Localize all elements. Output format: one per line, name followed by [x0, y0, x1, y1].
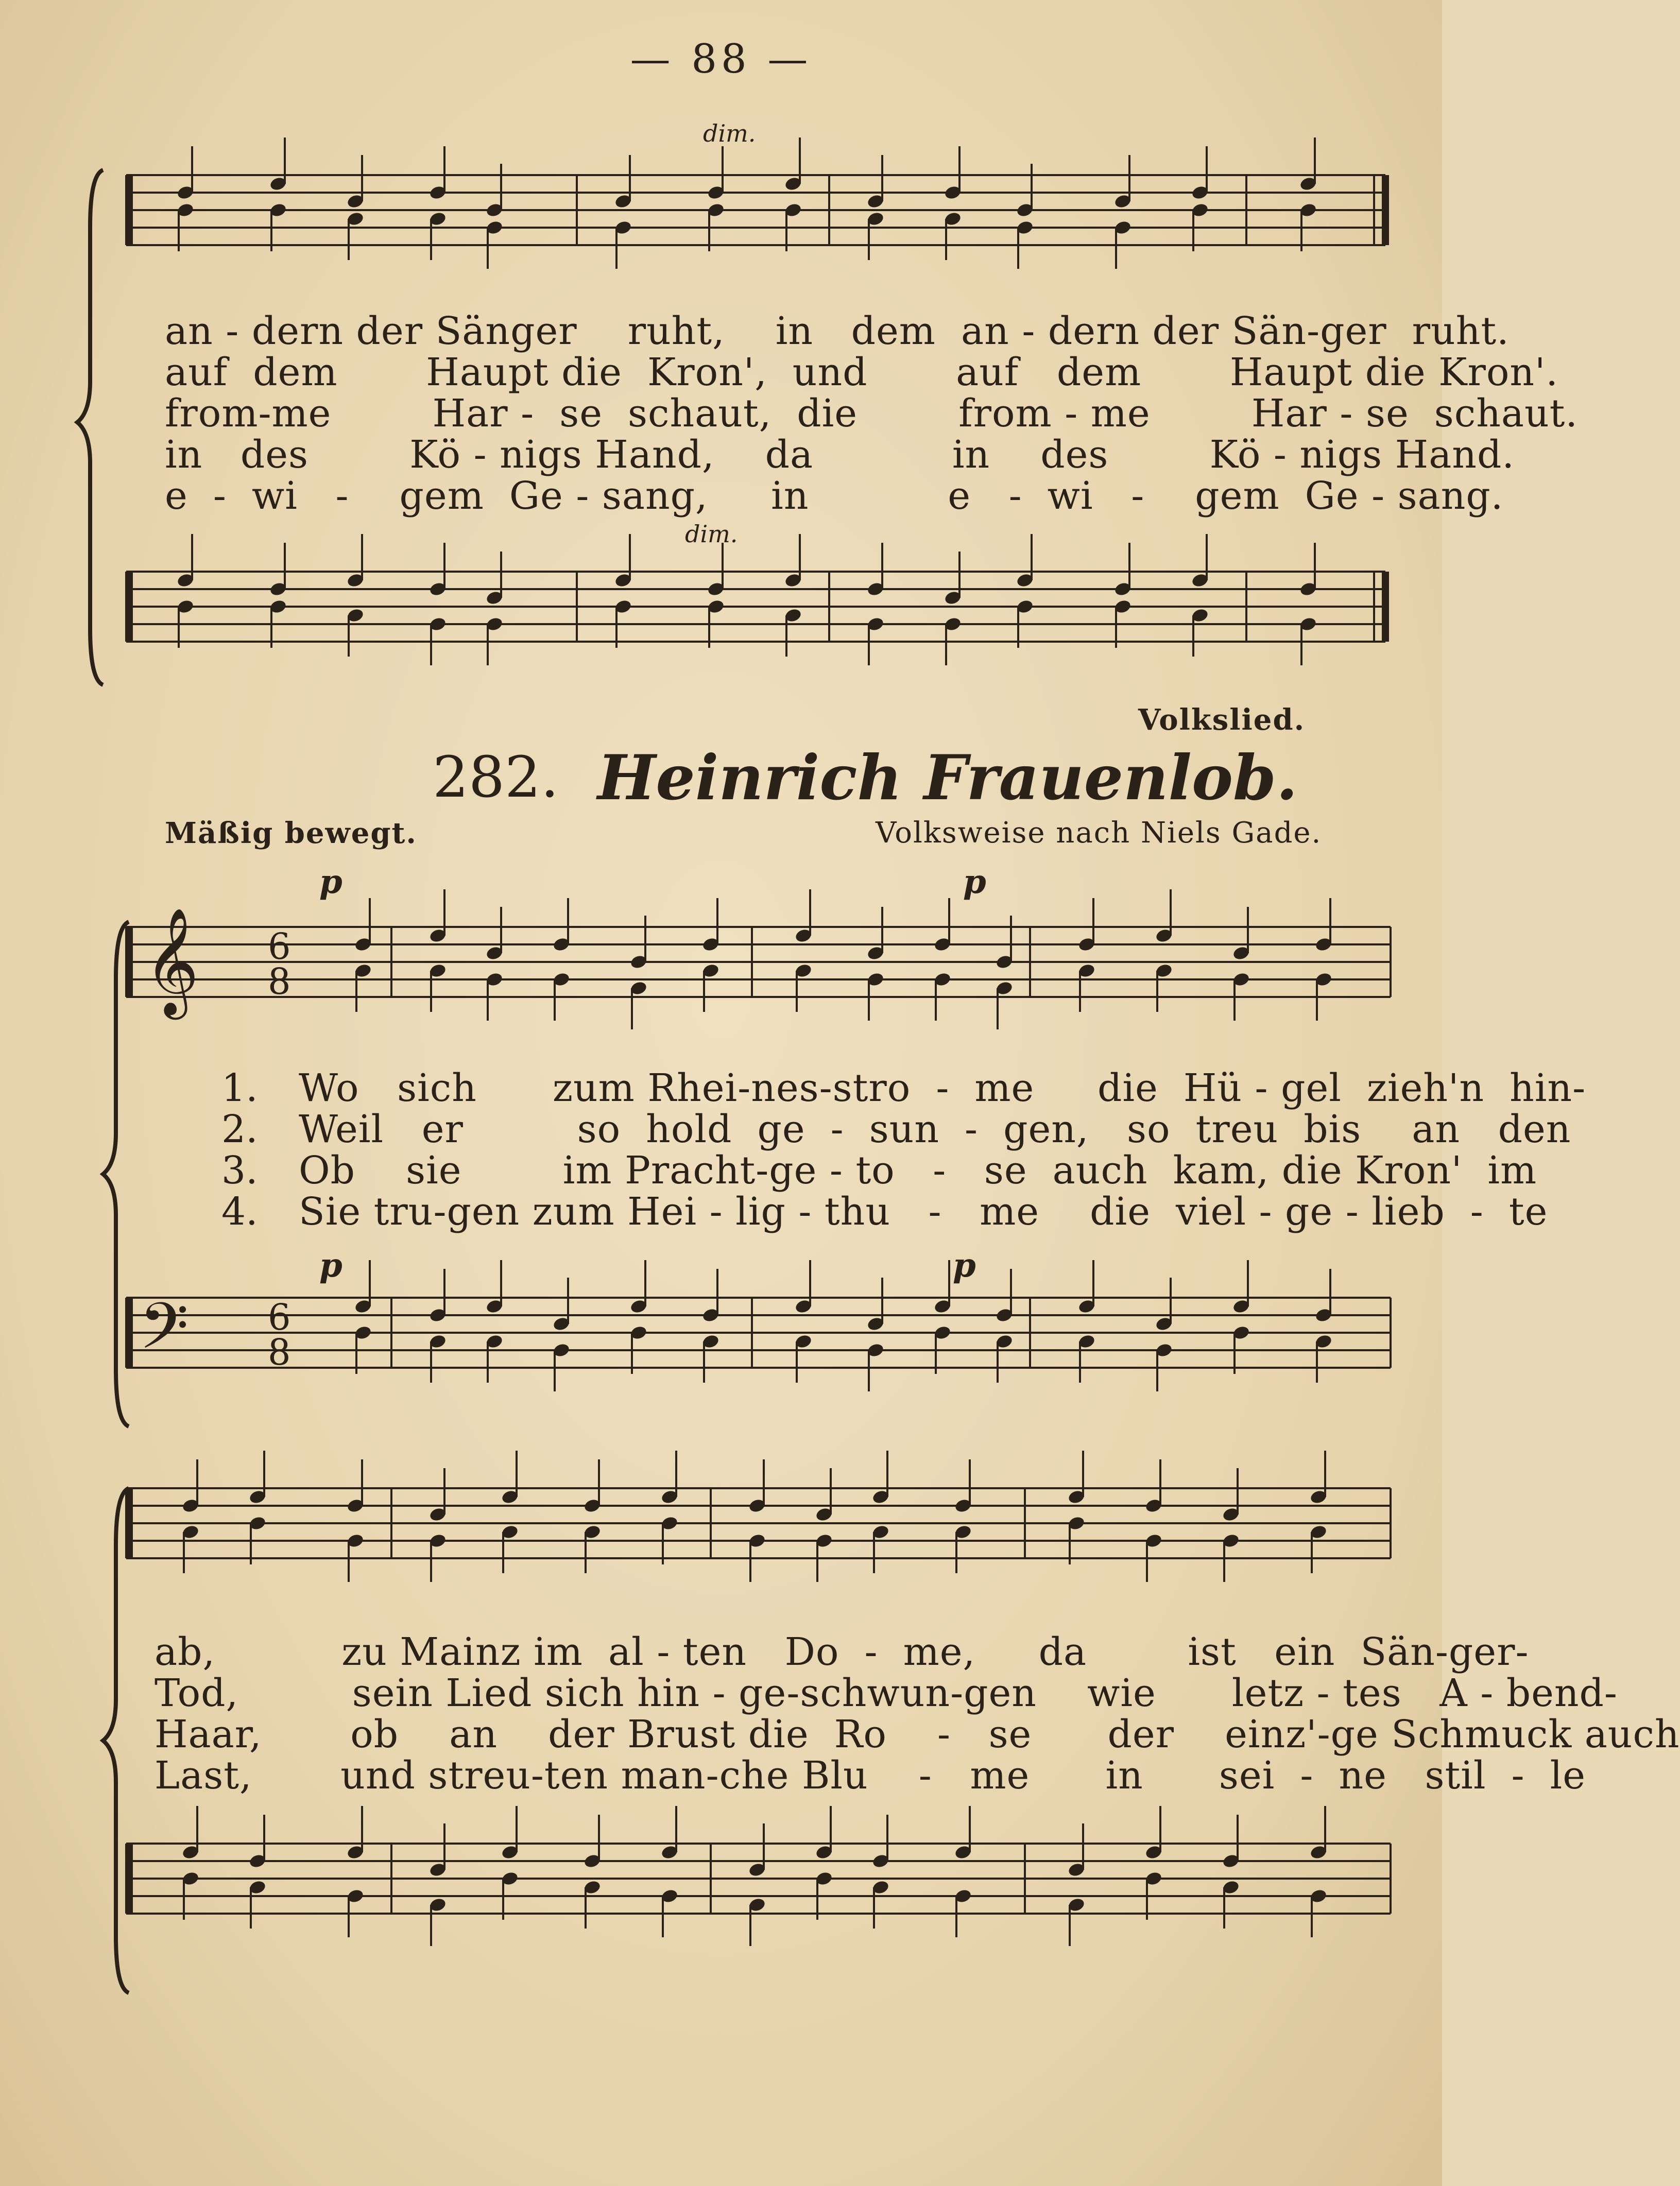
s1-lyric-line-4: Sie tru-gen zum Hei - lig - thu - me die viel - ge - lieb - te — [299, 1190, 1548, 1234]
dim-marking-upper: dim. — [703, 119, 756, 147]
s2-lyric-line-2: Tod, sein Lied sich hin - ge-schwun-gen wie letz - tes A - bend- — [155, 1671, 1618, 1715]
top-credit: Volkslied. — [1138, 703, 1306, 737]
verse-number-1: 1. — [221, 1066, 258, 1110]
top-lyric-line-1: an - dern der Sänger ruht, in dem an - dern der Sän-ger ruht. — [165, 309, 1510, 353]
top-lyric-line-4: in des Kö - nigs Hand, da in des Kö - nigs Hand. — [165, 433, 1515, 477]
page-number: — 88 — — [630, 36, 812, 82]
s2-lyric-line-3: Haar, ob an der Brust die Ro - se der einz'-ge Schmuck auch — [155, 1712, 1680, 1757]
verse-number-4: 4. — [221, 1190, 258, 1234]
system1-brace — [0, 917, 134, 1432]
s2-lyric-line-4: Last, und streu-ten man-che Blu - me in sei - ne stil - le — [155, 1753, 1586, 1798]
dynamic-piano-4: p — [953, 1246, 976, 1285]
s2-lyric-line-1: ab, zu Mainz im al - ten Do - me, da ist ein Sän-ger- — [155, 1630, 1529, 1674]
svg-text:6: 6 — [268, 1296, 291, 1338]
system2-lower-staff — [0, 1802, 1442, 2029]
song-number: 282. — [433, 744, 559, 810]
top-lower-staff — [0, 541, 1442, 695]
system2-upper-staff — [0, 1437, 1442, 1632]
s1-lyric-line-1: Wo sich zum Rhei-nes-stro - me die Hü - gel zieh'n hin- — [299, 1066, 1586, 1110]
melody-attribution: Volksweise nach Niels Gade. — [876, 816, 1322, 850]
dynamic-piano-2: p — [963, 863, 986, 901]
svg-text:8: 8 — [268, 960, 291, 1003]
dynamic-piano-3: p — [319, 1246, 342, 1285]
system1-upper-staff — [0, 886, 1442, 1092]
song-title: Heinrich Frauenlob. — [597, 742, 1298, 814]
s1-lyric-line-2: Weil er so hold ge - sun - gen, so treu bis an den — [299, 1107, 1571, 1151]
system1-lower-staff — [0, 1262, 1442, 1437]
dim-marking-lower: dim. — [685, 520, 738, 548]
top-lyric-line-3: from-me Har - se schaut, die from - me Har - se schaut. — [165, 391, 1578, 436]
system2-brace — [0, 1483, 134, 1998]
tempo-marking: Mäßig bewegt. — [165, 816, 417, 850]
top-lyric-line-5: e - wi - gem Ge - sang, in e - wi - gem Ge - sang. — [165, 474, 1504, 518]
top-lyric-line-2: auf dem Haupt die Kron', und auf dem Haupt die Kron'. — [165, 350, 1558, 394]
svg-text:𝄢: 𝄢 — [139, 1289, 189, 1379]
svg-text:8: 8 — [268, 1331, 291, 1373]
svg-text:𝄞: 𝄞 — [144, 907, 199, 1015]
dynamic-piano-1: p — [319, 863, 342, 901]
verse-number-2: 2. — [221, 1107, 258, 1151]
s1-lyric-line-3: Ob sie im Pracht-ge - to - se auch kam, die Kron' im — [299, 1148, 1537, 1193]
svg-text:6: 6 — [268, 925, 291, 968]
verse-number-3: 3. — [221, 1148, 258, 1193]
top-system-brace — [0, 165, 103, 731]
